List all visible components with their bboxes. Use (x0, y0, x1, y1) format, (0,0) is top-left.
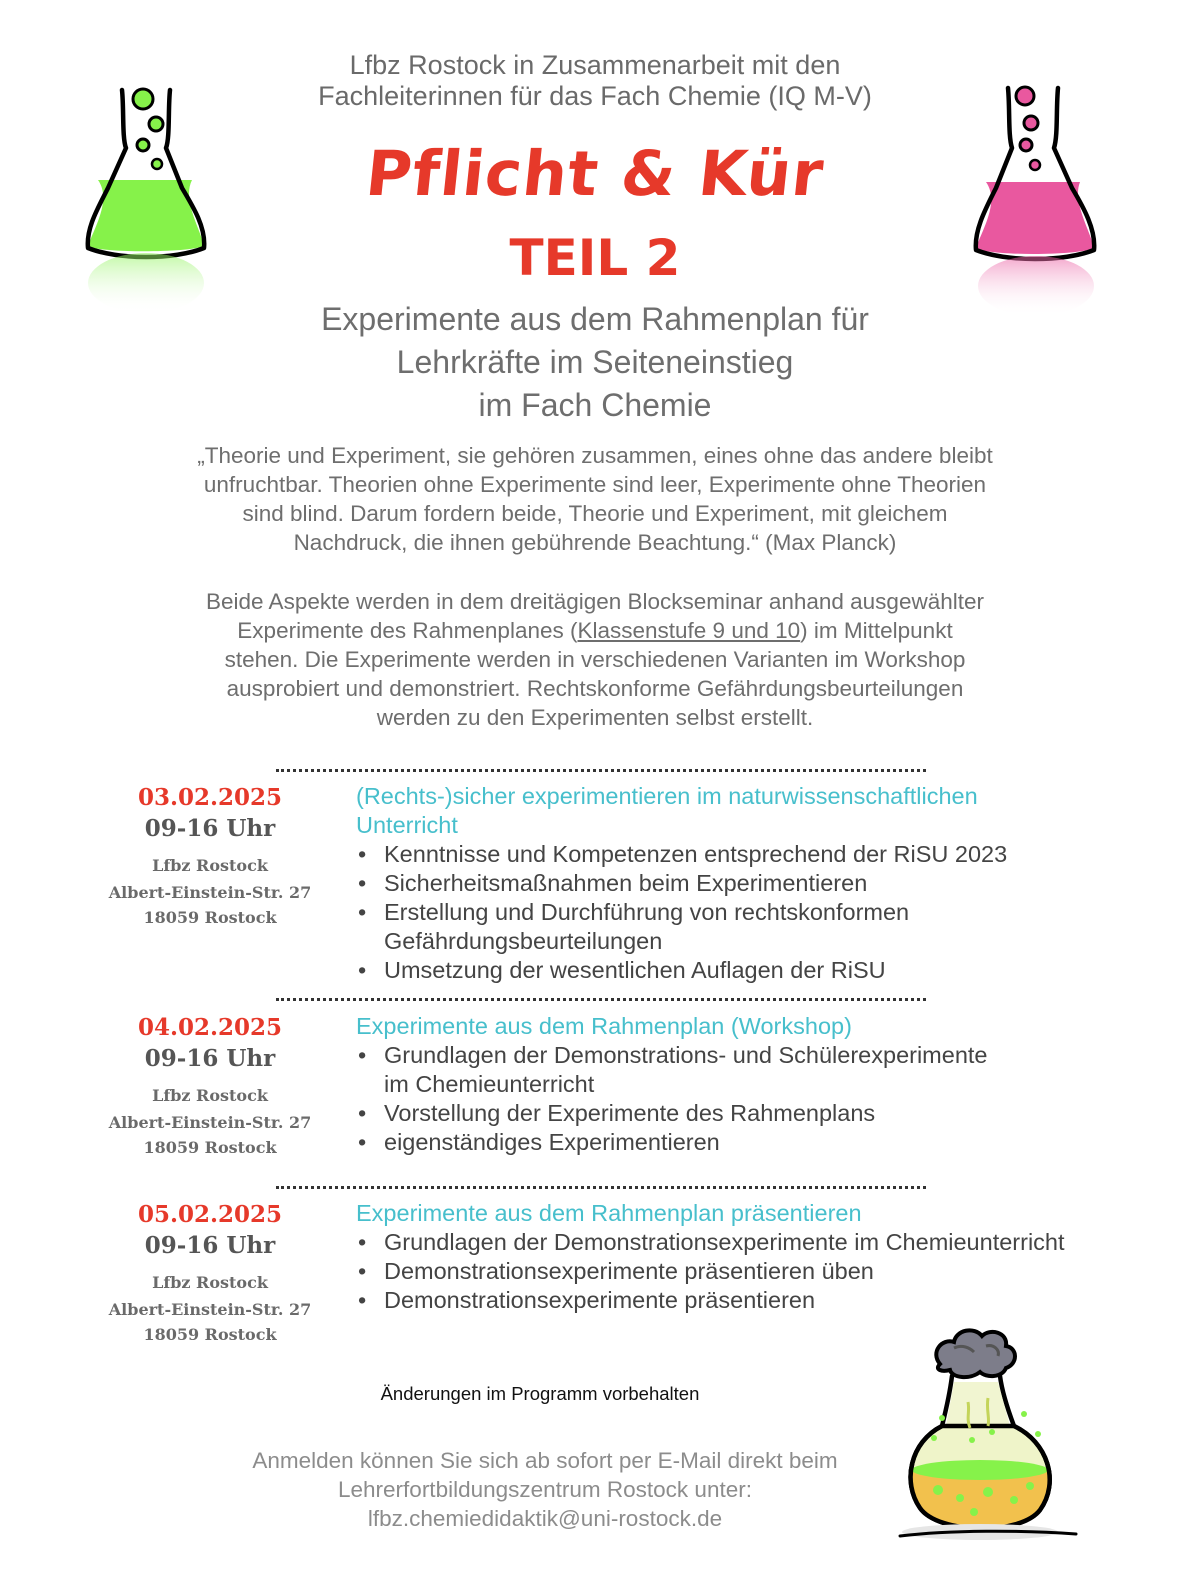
session-3-content (356, 1199, 1176, 1315)
session-1-content (356, 782, 1176, 985)
session-title-line: Unterricht (356, 812, 458, 838)
topic-item: • Umsetzung der wesentlichen Auflagen der RiSU (356, 956, 1176, 985)
session-time: 09-16 Uhr (144, 1045, 276, 1072)
course-headline (230, 298, 960, 427)
topic-item-text: Erstellung und Durchführung von rechtskonformen (384, 899, 910, 925)
session-title (356, 782, 1176, 840)
session-topic-list (356, 1228, 1176, 1315)
session-date: 05.02.2025 (137, 1201, 283, 1228)
topic-item: • Demonstrationsexperimente präsentieren (356, 1286, 1176, 1315)
organizer-text (200, 50, 990, 112)
session-time: 09-16 Uhr (144, 1232, 276, 1259)
headline-line-3: im Fach Chemie (478, 387, 712, 423)
session-2-meta (100, 1012, 320, 1159)
topic-item: • Demonstrationsexperimente präsentieren üben (356, 1257, 1176, 1286)
session-title: Experimente aus dem Rahmenplan präsentieren (356, 1200, 862, 1226)
intro-line-5: werden zu den Experimenten selbst erstellt. (376, 705, 814, 730)
topic-item-continuation: Gefährdungsbeurteilungen (384, 928, 663, 954)
headline-line-1: Experimente aus dem Rahmenplan für (321, 301, 869, 337)
session-date: 04.02.2025 (137, 1014, 283, 1041)
intro-line-1: Beide Aspekte werden in dem dreitägigen Blockseminar anhand ausgewählter (206, 589, 984, 614)
intro-line-4: ausprobiert und demonstriert. Rechtskonforme Gefährdungsbeurteilungen (226, 676, 964, 701)
location-line: 18059 Rostock (143, 908, 277, 927)
intro-line-3: stehen. Die Experimente werden in verschiedenen Varianten im Workshop (224, 647, 966, 672)
location-line: 18059 Rostock (143, 1325, 277, 1344)
session-date: 03.02.2025 (137, 784, 283, 811)
page-title: Pflicht & Kür (362, 137, 828, 210)
topic-item: • Kenntnisse und Kompetenzen entsprechend der RiSU 2023 (356, 840, 1176, 869)
signup-info (150, 1446, 940, 1533)
signup-line-1: Anmelden können Sie sich ab sofort per E-Mail direkt beim (252, 1448, 838, 1473)
signup-line-2: Lehrerfortbildungszentrum Rostock unter: (338, 1477, 752, 1502)
topic-item-continuation: im Chemieunterricht (384, 1071, 595, 1097)
page-subtitle: TEIL 2 (509, 229, 681, 287)
flask-green-icon (78, 78, 218, 318)
location-line: Lfbz Rostock (152, 1086, 268, 1105)
session-topic-list (356, 1041, 1176, 1157)
intro-line-2-post: ) im Mittelpunkt (800, 618, 953, 643)
organizer-line-2: Fachleiterinnen für das Fach Chemie (IQ M-V) (318, 81, 872, 111)
planck-quote (120, 441, 1070, 557)
quote-line-2: unfruchtbar. Theorien ohne Experimente sind leer, Experimente ohne Theorien (203, 472, 987, 497)
location-line: Lfbz Rostock (152, 1273, 268, 1292)
location-line: Albert-Einstein-Str. 27 (108, 1300, 312, 1319)
grade-level-text: Klassenstufe 9 und 10 (577, 618, 801, 643)
dotted-divider (276, 1186, 926, 1189)
headline-line-2: Lehrkräfte im Seiteneinstieg (396, 344, 794, 380)
topic-item: • Sicherheitsmaßnahmen beim Experimentieren (356, 869, 1176, 898)
dotted-divider (276, 998, 926, 1001)
intro-line-2 (120, 616, 1070, 645)
location-line: 18059 Rostock (143, 1138, 277, 1157)
session-topic-list (356, 840, 1176, 985)
location-line: Albert-Einstein-Str. 27 (108, 883, 312, 902)
dotted-divider (276, 769, 926, 772)
quote-line-4: Nachdruck, die ihnen gebührende Beachtung.“ (Max Planck) (293, 530, 897, 555)
session-location (100, 852, 320, 929)
quote-line-1: „Theorie und Experiment, sie gehören zusammen, eines ohne das andere bleibt (197, 443, 993, 468)
location-line: Lfbz Rostock (152, 856, 268, 875)
intro-line-2-pre: Experimente des Rahmenplanes ( (237, 618, 578, 643)
session-3-meta (100, 1199, 320, 1346)
session-title: Experimente aus dem Rahmenplan (Workshop) (356, 1013, 852, 1039)
session-title-line: (Rechts-)sicher experimentieren im naturwissenschaftlichen (356, 783, 978, 809)
topic-item: • Grundlagen der Demonstrationsexperimente im Chemieunterricht (356, 1228, 1176, 1257)
topic-item (356, 898, 1176, 956)
program-change-note: Änderungen im Programm vorbehalten (380, 1383, 700, 1404)
topic-item (356, 1041, 1176, 1099)
intro-paragraph (120, 587, 1070, 732)
session-2-content (356, 1012, 1176, 1157)
topic-item: • Vorstellung der Experimente des Rahmenplans (356, 1099, 1176, 1128)
organizer-line-1: Lfbz Rostock in Zusammenarbeit mit den (349, 50, 841, 80)
location-line: Albert-Einstein-Str. 27 (108, 1113, 312, 1132)
quote-line-3: sind blind. Darum fordern beide, Theorie und Experiment, mit gleichem (242, 501, 948, 526)
session-time: 09-16 Uhr (144, 815, 276, 842)
session-location (100, 1269, 320, 1346)
session-location (100, 1082, 320, 1159)
topic-item: • eigenständiges Experimentieren (356, 1128, 1176, 1157)
session-1-meta (100, 782, 320, 929)
signup-email[interactable]: lfbz.chemiedidaktik@uni-rostock.de (367, 1506, 723, 1531)
bubbling-flask-icon (890, 1322, 1090, 1562)
topic-item-text: Grundlagen der Demonstrations- und Schülerexperimente (384, 1042, 988, 1068)
